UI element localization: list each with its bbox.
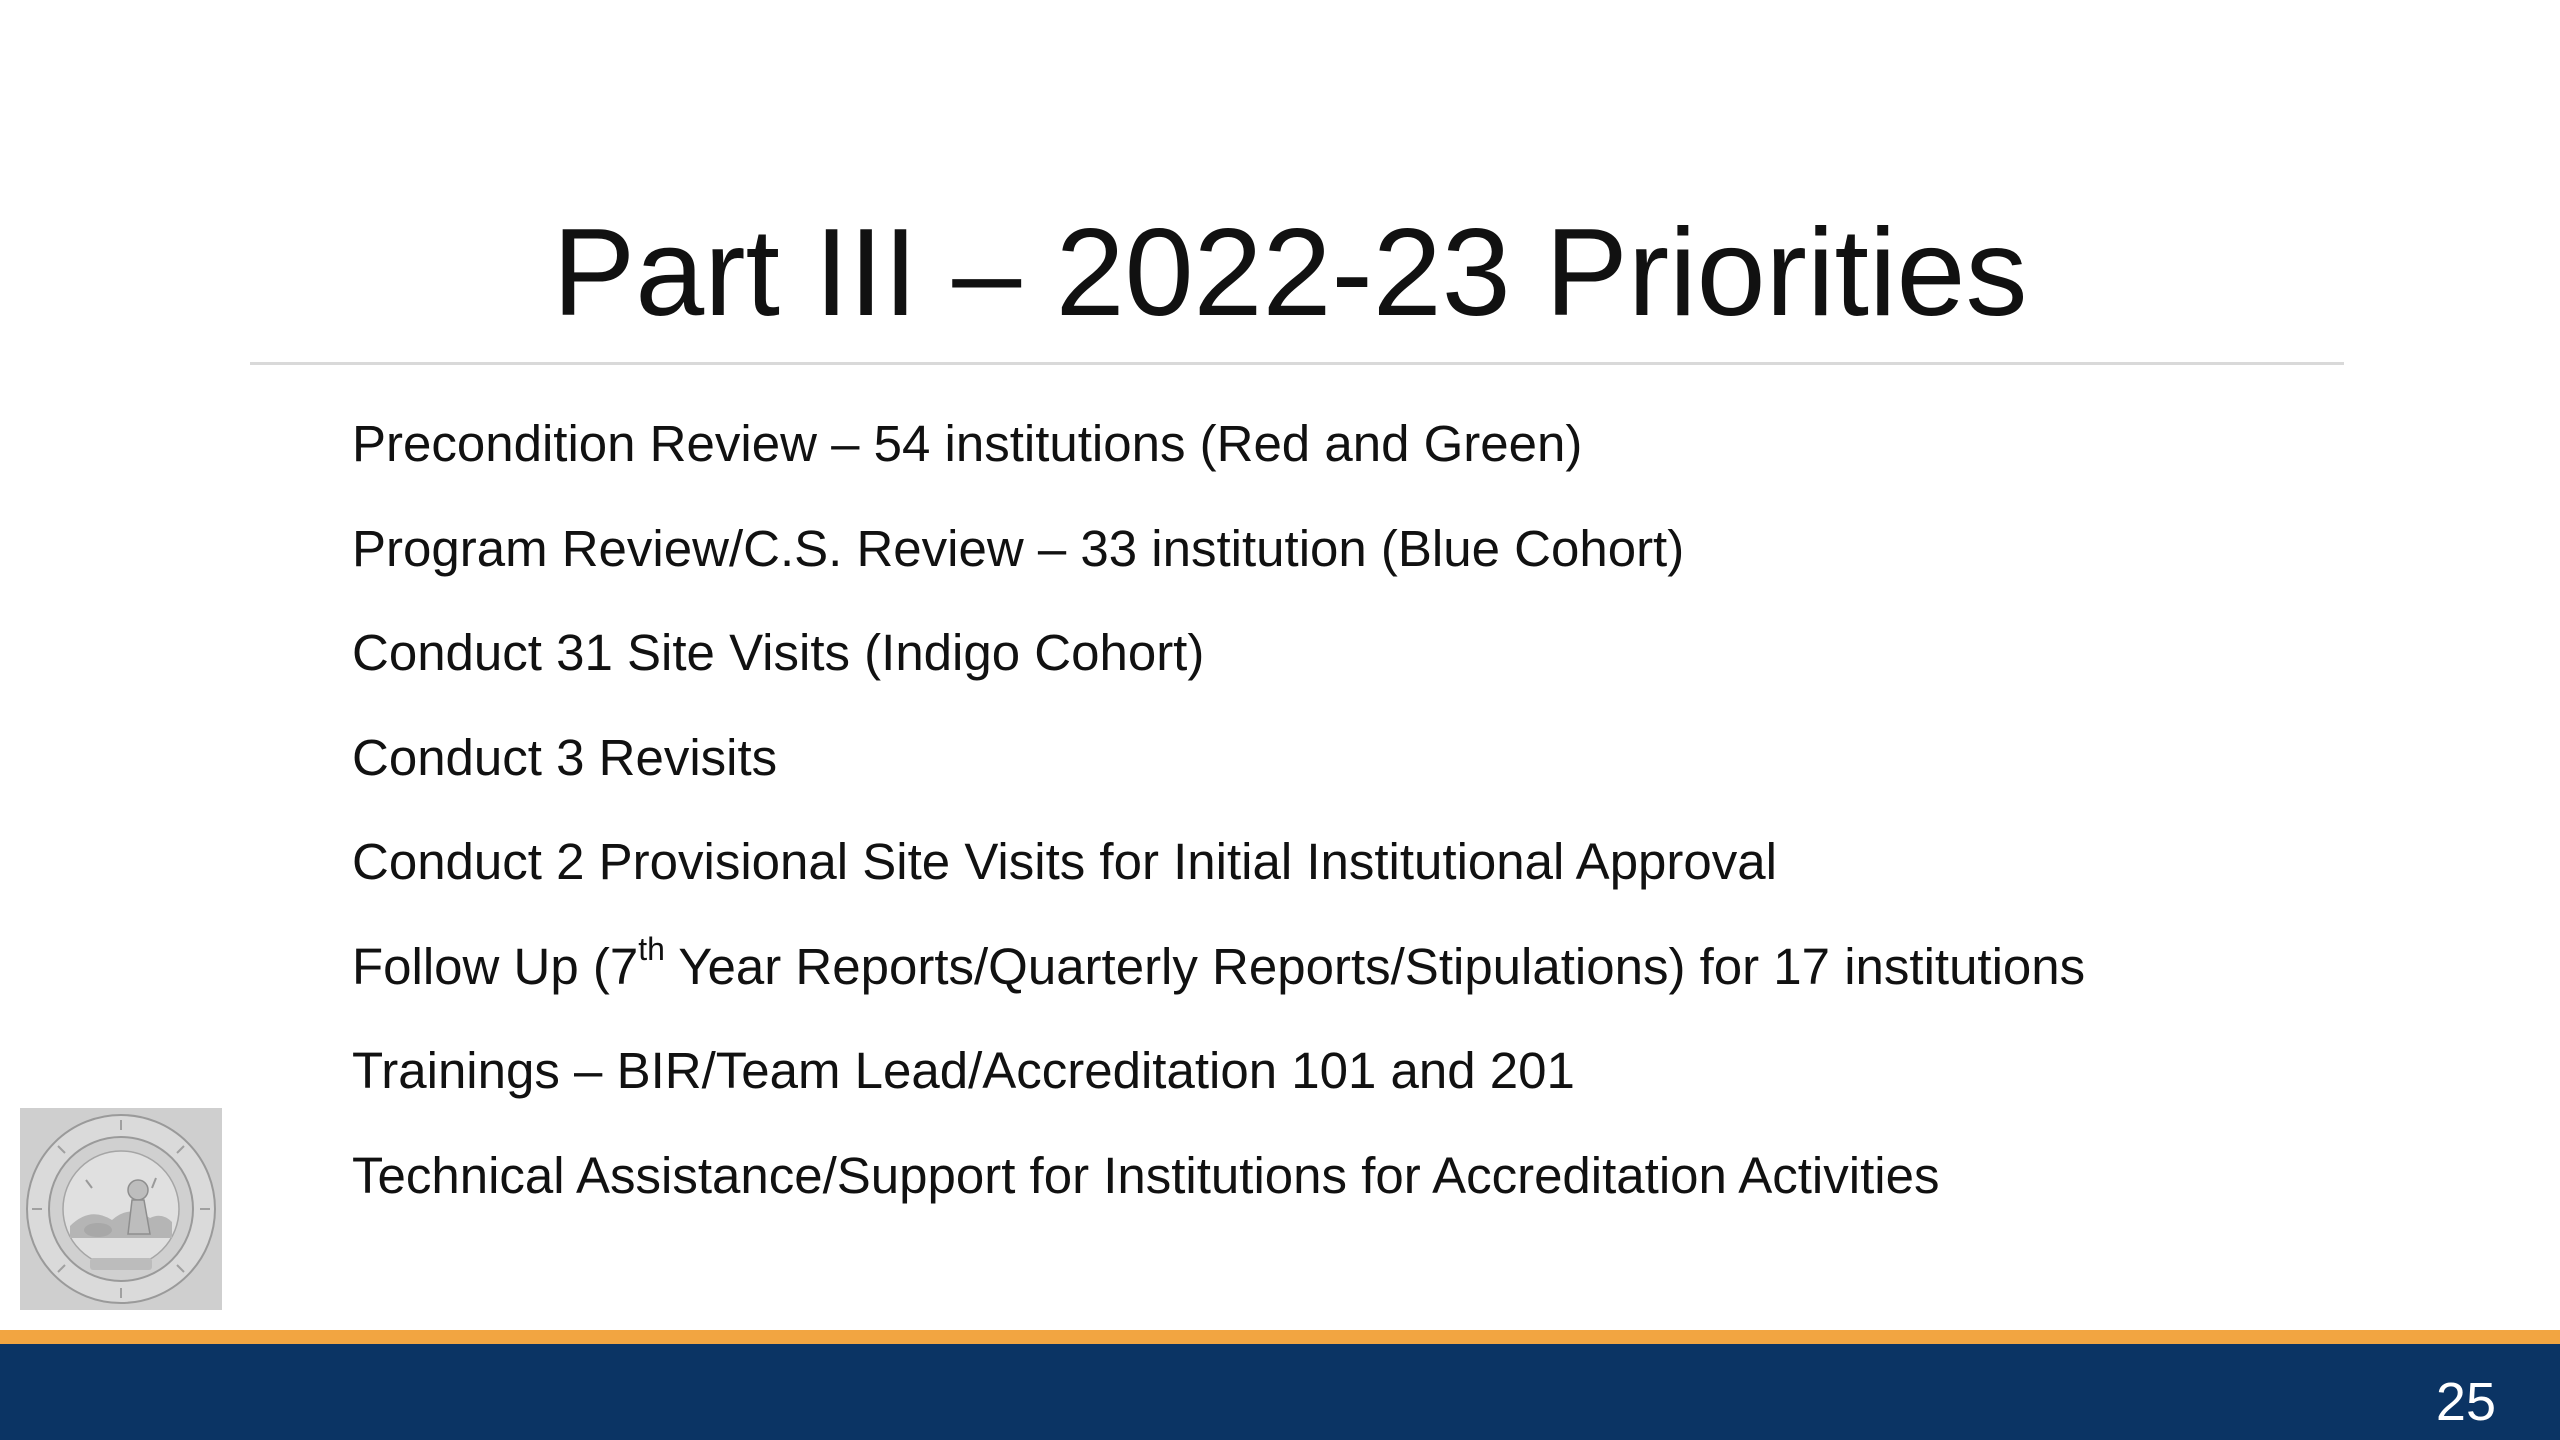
state-seal-icon [20, 1108, 222, 1310]
priority-list [352, 412, 2085, 1248]
priority-item-revisits: Conduct 3 Revisits [352, 728, 778, 786]
slide-title: Part III – 2022-23 Priorities [552, 204, 2028, 342]
priority-item-program-review: Program Review/C.S. Review – 33 institution (Blue Cohort) [352, 519, 1685, 577]
title-divider [250, 362, 2344, 365]
priority-item-follow-up [352, 930, 2086, 999]
footer-accent-stripe [0, 1330, 2560, 1344]
follow-up-text-end: Year Reports/Quarterly Reports/Stipulations) for 17 institutions [664, 937, 2086, 995]
priority-item-provisional-visits: Conduct 2 Provisional Site Visits for Initial Institutional Approval [352, 833, 1777, 890]
priority-item-technical-assistance: Technical Assistance/Support for Institutions for Accreditation Activities [352, 1146, 1940, 1204]
footer-bar [0, 1344, 2560, 1440]
follow-up-text-start: Follow Up (7 [352, 937, 639, 995]
follow-up-superscript: th [638, 930, 665, 967]
priority-item-trainings: Trainings – BIR/Team Lead/Accreditation 101 and 201 [352, 1042, 1575, 1099]
priority-item-site-visits: Conduct 31 Site Visits (Indigo Cohort) [352, 624, 1205, 681]
priority-item-precondition-review: Precondition Review – 54 institutions (Red and Green) [352, 415, 1583, 472]
slide-page-number: 25 [2435, 1372, 2496, 1432]
